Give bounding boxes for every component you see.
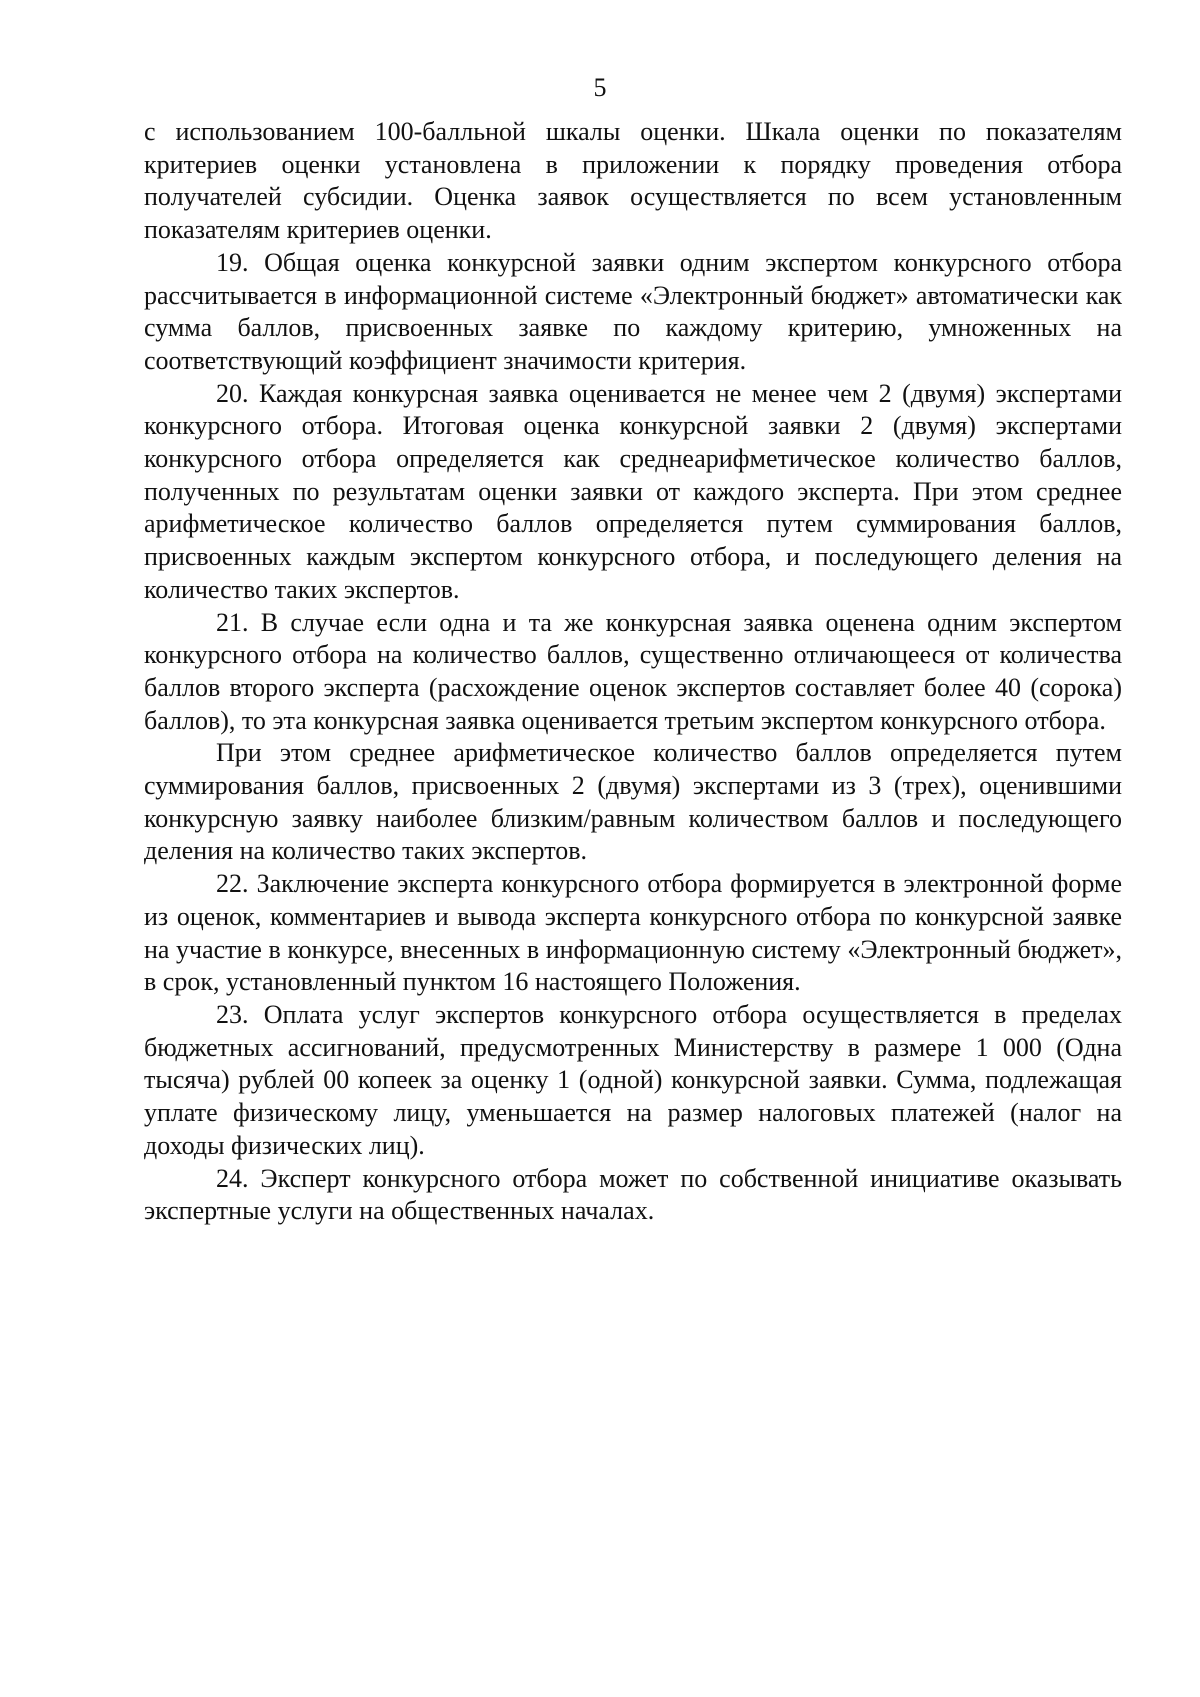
paragraph-item-20: 20. Каждая конкурсная заявка оценивается не менее чем 2 (двумя) экспертами конкурсного отбора. Итоговая оценка конкурсной заявки 2 (двумя) экспертами конкурсного отбора определяется как среднеарифметическое количество баллов, полученных по результатам оценки заявки от каждого эксперта. При этом среднее арифметическое количество баллов определяется путем суммирования баллов, присвоенных каждым экспертом конкурсного отбора, и последующего деления на количество таких экспертов. xyxy=(144,378,1122,604)
paragraph-continuation: с использованием 100-балльной шкалы оценки. Шкала оценки по показателям критериев оценки установлена в приложении к порядку проведения отбора получателей субсидии. Оценка заявок осуществляется по всем установленным показателям критериев оценки. xyxy=(144,117,1122,245)
paragraph-item-22: 22. Заключение эксперта конкурсного отбора формируется в электронной форме из оценок, комментариев и вывода эксперта конкурсного отбора по конкурсной заявке на участие в конкурсе, внесенных в информационную систему «Электронный бюджет», в срок, установленный пунктом 16 настоящего Положения. xyxy=(144,869,1122,997)
paragraph-item-19: 19. Общая оценка конкурсной заявки одним экспертом конкурсного отбора рассчитывается в информационной системе «Электронный бюджет» автоматически как сумма баллов, присвоенных заявке по каждому критерию, умноженных на соответствующий коэффициент значимости критерия. xyxy=(144,247,1122,375)
paragraph-item-21: 21. В случае если одна и та же конкурсная заявка оценена одним экспертом конкурсного отбора на количество баллов, существенно отличающееся от количества баллов второго эксперта (расхождение оценок экспертов составляет более 40 (сорока) баллов), то эта конкурсная заявка оценивается третьим экспертом конкурсного отбора. xyxy=(144,607,1122,735)
paragraph-item-24: 24. Эксперт конкурсного отбора может по собственной инициативе оказывать экспертные услуги на общественных началах. xyxy=(144,1163,1122,1226)
document-body xyxy=(144,116,1122,1228)
page-number: 5 xyxy=(593,73,607,102)
paragraph-item-23: 23. Оплата услуг экспертов конкурсного отбора осуществляется в пределах бюджетных ассигнований, предусмотренных Министерству в размере 1 000 (Одна тысяча) рублей 00 копеек за оценку 1 (одной) конкурсной заявки. Сумма, подлежащая уплате физическому лицу, уменьшается на размер налоговых платежей (налог на доходы физических лиц). xyxy=(144,999,1122,1160)
paragraph-item-21-note: При этом среднее арифметическое количество баллов определяется путем суммирования баллов, присвоенных 2 (двумя) экспертами из 3 (трех), оценившими конкурсную заявку наиболее близким/равным количеством баллов и последующего деления на количество таких экспертов. xyxy=(144,738,1122,866)
